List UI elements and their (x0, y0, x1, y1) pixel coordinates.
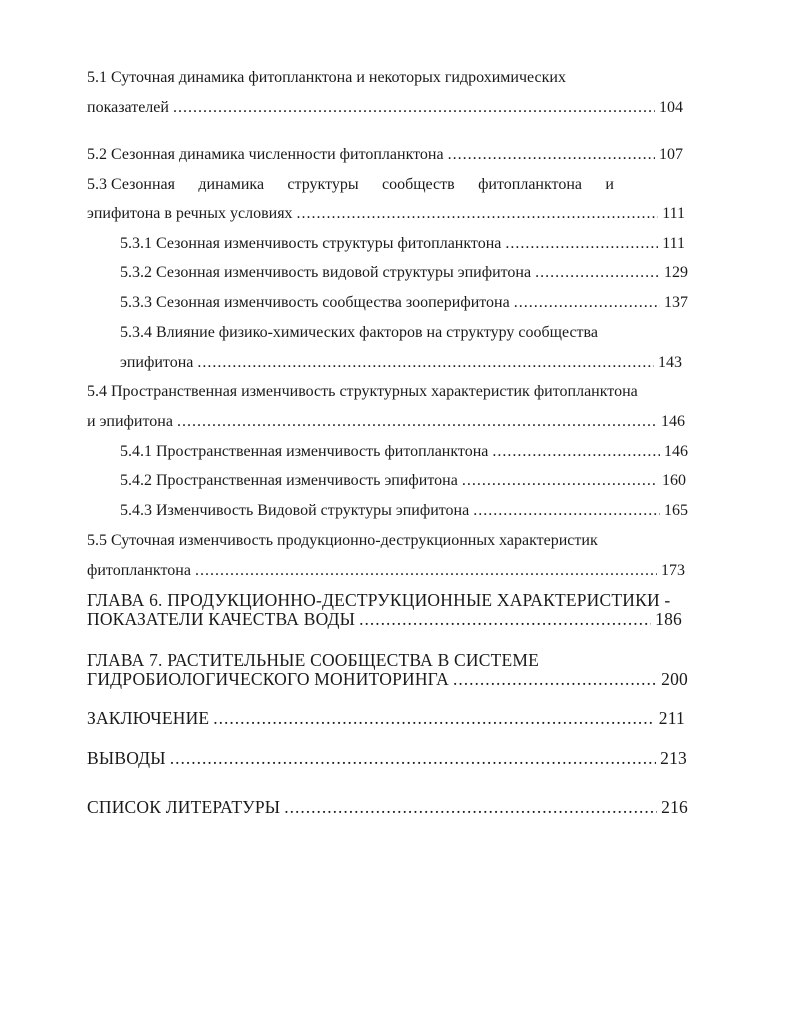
toc-entry-5-3-2 (120, 263, 688, 283)
toc-entry-findings (87, 748, 687, 768)
dot-leader (195, 561, 657, 581)
toc-5-3-word: динамика (198, 176, 265, 193)
toc-entry-5-4-1 (120, 442, 688, 462)
toc-5-4-line2: и эпифитона (87, 413, 173, 430)
dot-leader (197, 353, 654, 373)
toc-entry-5-3-4 (120, 353, 682, 373)
toc-entry-5-5 (87, 561, 685, 581)
toc-5-3-3-title: 5.3.3 Сезонная изменчивость сообщества зооперифитона (120, 294, 510, 311)
toc-5-3-word: 5.3 Сезонная (87, 176, 175, 193)
dot-leader (173, 98, 655, 118)
toc-5-1-line1: 5.1 Суточная динамика фитопланктона и некоторых гидрохимических (87, 69, 566, 86)
toc-chapter-7-line2: ГИДРОБИОЛОГИЧЕСКОГО МОНИТОРИНГА (87, 669, 449, 689)
toc-entry-conclusion (87, 708, 685, 728)
toc-5-3-line2: эпифитона в речных условиях (87, 205, 293, 222)
dot-leader (453, 669, 657, 689)
toc-5-5-line1: 5.5 Суточная изменчивость продукционно-деструкционных характеристик (87, 532, 598, 549)
toc-entry-chapter-6 (87, 609, 682, 629)
toc-entry-5-4-3 (120, 501, 688, 521)
toc-entry-5-1 (87, 98, 683, 118)
toc-5-4-1-title: 5.4.1 Пространственная изменчивость фитопланктона (120, 443, 489, 460)
toc-entry-5-3 (87, 204, 685, 224)
dot-leader (473, 501, 660, 521)
toc-references-title: СПИСОК ЛИТЕРАТУРЫ (87, 797, 281, 817)
dot-leader (505, 234, 658, 254)
toc-5-2-page: 107 (659, 146, 683, 163)
toc-entry-5-4 (87, 412, 685, 432)
toc-entry-5-3-1 (120, 234, 685, 254)
toc-5-4-1-page: 146 (664, 443, 688, 460)
toc-5-3-2-page: 129 (664, 264, 688, 281)
toc-5-1-page: 104 (659, 99, 683, 116)
toc-chapter-6-line1: ГЛАВА 6. ПРОДУКЦИОННО-ДЕСТРУКЦИОННЫЕ ХАРАКТЕРИСТИКИ - (87, 590, 671, 610)
dot-leader (177, 412, 657, 432)
toc-findings-title: ВЫВОДЫ (87, 748, 166, 768)
toc-5-4-line1: 5.4 Пространственная изменчивость структурных характеристик фитопланктона (87, 383, 638, 400)
dot-leader (462, 471, 658, 491)
toc-conclusion-title: ЗАКЛЮЧЕНИЕ (87, 708, 210, 728)
toc-5-3-word: фитопланктона (478, 176, 582, 193)
toc-references-page: 216 (661, 797, 688, 817)
toc-5-4-2-page: 160 (662, 472, 686, 489)
toc-5-4-3-page: 165 (664, 502, 688, 519)
toc-chapter-6-line2: ПОКАЗАТЕЛИ КАЧЕСТВА ВОДЫ (87, 609, 356, 629)
toc-entry-5-2 (87, 145, 683, 165)
toc-5-3-page: 111 (662, 205, 685, 222)
dot-leader (213, 708, 655, 728)
toc-5-5-line2: фитопланктона (87, 562, 191, 579)
toc-5-3-word: сообществ (381, 176, 455, 193)
toc-5-3-1-page: 111 (662, 235, 685, 252)
dot-leader (359, 609, 651, 629)
toc-entry-5-3-3 (120, 293, 688, 313)
dot-leader (492, 442, 660, 462)
toc-5-3-4-line2: эпифитона (120, 354, 194, 371)
dot-leader (535, 263, 660, 283)
toc-5-3-3-page: 137 (664, 294, 688, 311)
toc-5-4-page: 146 (661, 413, 685, 430)
dot-leader (448, 145, 655, 165)
dot-leader (297, 204, 659, 224)
toc-5-3-1-title: 5.3.1 Сезонная изменчивость структуры фитопланктона (120, 235, 502, 252)
toc-5-5-page: 173 (661, 562, 685, 579)
toc-5-2-title: 5.2 Сезонная динамика численности фитопланктона (87, 146, 444, 163)
toc-5-4-3-title: 5.4.3 Изменчивость Видовой структуры эпифитона (120, 502, 470, 519)
dot-leader (514, 293, 660, 313)
toc-5-3-4-page: 143 (658, 354, 682, 371)
toc-chapter-7-page: 200 (661, 669, 688, 689)
toc-chapter-7-line1: ГЛАВА 7. РАСТИТЕЛЬНЫЕ СООБЩЕСТВА В СИСТЕМЕ (87, 650, 540, 670)
toc-5-3-word: и (605, 176, 614, 193)
toc-conclusion-page: 211 (658, 708, 685, 728)
toc-findings-page: 213 (660, 748, 687, 768)
toc-5-3-2-title: 5.3.2 Сезонная изменчивость видовой структуры эпифитона (120, 264, 532, 281)
toc-entry-5-4-2 (120, 471, 686, 491)
toc-5-4-2-title: 5.4.2 Пространственная изменчивость эпифитона (120, 472, 458, 489)
toc-entry-references (87, 797, 688, 817)
toc-5-1-line2: показателей (87, 99, 169, 116)
toc-5-3-word: структуры (287, 176, 359, 193)
toc-entry-chapter-7 (87, 669, 688, 689)
toc-5-3-line1 (87, 175, 614, 195)
toc-5-3-4-line1: 5.3.4 Влияние физико-химических факторов на структуру сообщества (120, 324, 598, 341)
dot-leader (284, 797, 657, 817)
toc-chapter-6-page: 186 (655, 609, 682, 629)
dot-leader (170, 748, 656, 768)
